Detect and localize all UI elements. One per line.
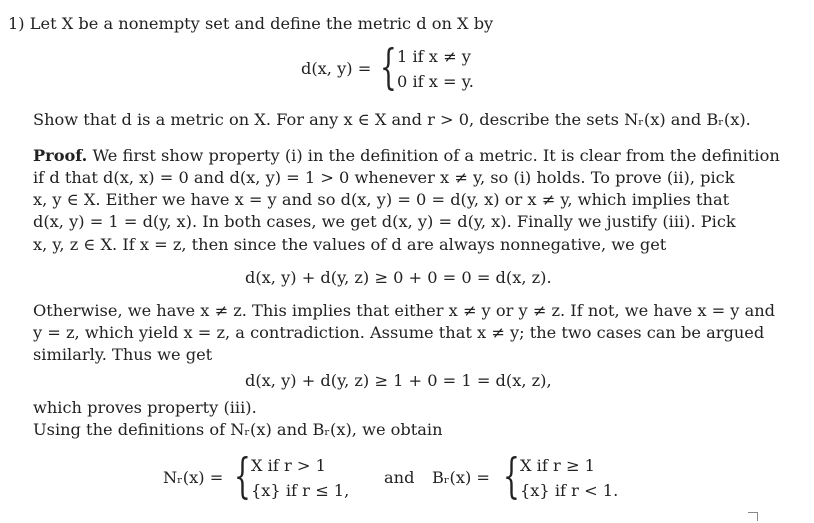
ball-lhs: Bᵣ(x) = [432,468,490,487]
neighborhood-case-1: X if r > 1 [251,456,326,475]
brace-icon: { [234,448,251,504]
proof-line-6: Otherwise, we have x ≠ z. This implies that either x ≠ y or y ≠ z. If not, we have x = y and [33,301,776,320]
proof-line-10: Using the definitions of Nᵣ(x) and Bᵣ(x), we obtain [33,420,443,439]
neighborhood-case-2: {x} if r ≤ 1, [251,481,350,500]
proof-line-3: x, y ∈ X. Either we have x = y and so d(x, y) = 0 = d(y, x) or x ≠ y, which implies that [33,190,730,209]
proof-line-7: y = z, which yield x = z, a contradiction. Assume that x ≠ y; the two cases can be argued [33,323,765,342]
proof-line-1: Proof. We first show property (i) in the definition of a metric. It is clear from the definition [33,146,780,165]
proof-line-5: x, y, z ∈ X. If x = z, then since the values of d are always nonnegative, we get [33,235,667,254]
metric-definition-lhs: d(x, y) = [301,59,372,78]
page-corner-mark [748,512,758,521]
proof-line-4: d(x, y) = 1 = d(y, x). In both cases, we get d(x, y) = d(y, x). Finally we justify (iii). Pick [33,212,736,231]
proof-line-8: similarly. Thus we get [33,345,213,364]
metric-case-1: 1 if x ≠ y [397,47,471,66]
problem-intro: 1) Let X be a nonempty set and define the metric d on X by [8,14,494,33]
proof-line-9: which proves property (iii). [33,398,257,417]
proof-line-2: if d that d(x, x) = 0 and d(x, y) = 1 > 0 whenever x ≠ y, so (i) holds. To prove (ii), pick [33,168,735,187]
metric-case-2: 0 if x = y. [397,72,474,91]
brace-icon: { [503,448,520,504]
ball-case-2: {x} if r < 1. [520,481,619,500]
proof-label: Proof. [33,146,88,165]
problem-task: Show that d is a metric on X. For any x ∈ X and r > 0, describe the sets Nᵣ(x) and Bᵣ(x). [33,110,751,129]
equation-case-equal: d(x, y) + d(y, z) ≥ 0 + 0 = 0 = d(x, z). [245,268,552,287]
brace-icon: { [380,39,397,95]
ball-case-1: X if r ≥ 1 [520,456,595,475]
neighborhood-lhs: Nᵣ(x) = [163,468,224,487]
equation-case-unequal: d(x, y) + d(y, z) ≥ 1 + 0 = 1 = d(x, z), [245,371,552,390]
conjunction-and: and [384,468,415,487]
